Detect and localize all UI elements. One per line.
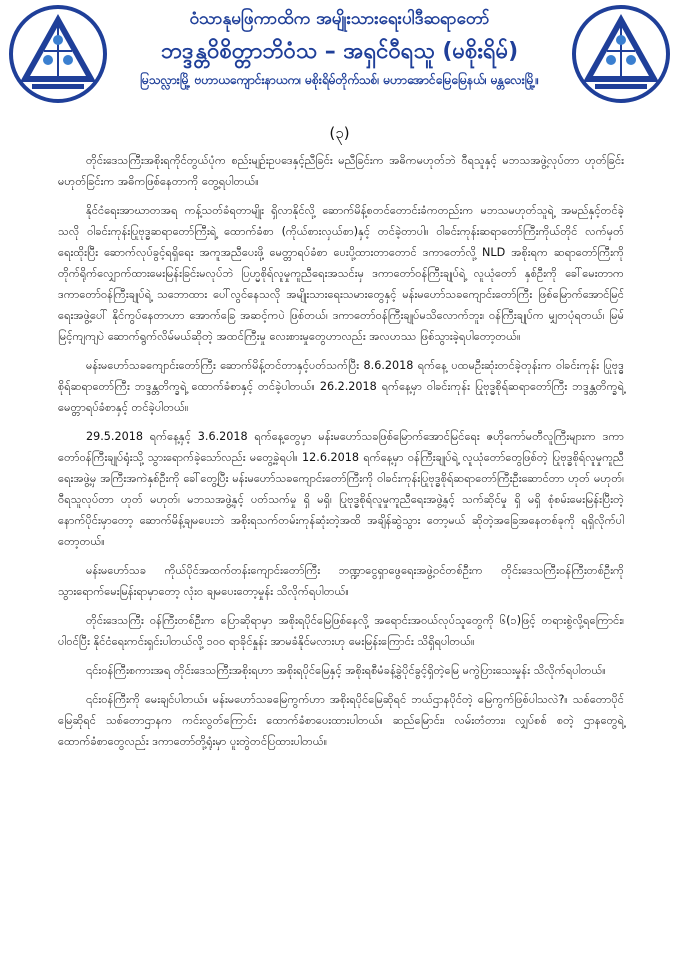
paragraph: မန်းမဟော်သခ ကိုယ်ပိုင်အထက်တန်းကျောင်းတော်ကြီး ဘဏ္ဍာငွေရှာဖွေရေးအဖွဲ့ဝင်တစ်ဦးက တိုင်းဒေသကြီးဝန်ကြီးတစ်ဦးကို သွားရောက်မေးမြန်းရာမှာတော့ လုံးဝ ချမပေးတော့မှုန်း သိလိုက်ရပါတယ်။ xyxy=(58,564,624,598)
letter-body xyxy=(58,150,624,760)
paragraph: ၎င်းဝန်ကြီးစကားအရ တိုင်းဒေသကြီးအစိုးရဟာ အစိုးရပိုင်မြေနှင့် အစိုးရစီမံခန့်ခွဲပိုင်ခွင့်ရှိတဲ့မြေ မကွဲပြားသေးမှုန်း သိလိုက်ရပါတယ်။ xyxy=(86,664,606,677)
letterhead xyxy=(0,0,679,112)
paragraph: တိုင်းဒေသကြီးအစိုးရကိုင်တွယ်ပုံက စည်းမျဉ်းဥပဒေနှင့်ညီခြင်း မညီခြင်းက အဓိကမဟုတ်ဘဲ ဝီရသူနှင့် မဘသအဖွဲ့လုပ်တာ ဟုတ်ခြင်း မဟုတ်ခြင်းက အဓိကဖြစ်နေတာကို တွေ့ရပါတယ်။ xyxy=(58,154,624,188)
paragraph: မန်းမဟော်သခကျောင်းတော်ကြီး ဆောက်မိန့်တင်တာနှင့်ပတ်သက်ပြီး 8.6.2018 ရက်နေ့ ပထမဦးဆုံးတင်ခဲ့တုန်းက ဝါခင်းကုန်း ပြုဗုဒ္ဓစိုရ်ဆရာတော်ကြီး ဘဒ္ဒန္တတိက္ခရဲ့ ထောက်ခံစာနှင့် တင်ခဲ့ပါတယ်။ 26.2.2018 ရက်နေ့မှာ ဝါခင်းကုန်း ပြုဗုဒ္ဓစိုရ်ဆရာတော်ကြီး ဘဒ္ဒန္တတိက္ခရဲ့ မေတ္တာရပ်ခံစာနှင့် တင်ခဲ့ပါတယ်။ xyxy=(58,359,624,414)
paragraph: နိုင်ငံရေးအာဃာတအရ ကန့်သတ်ခံရတာမျိုး ရှိလာနိုင်လို့ ဆောက်မိန့်စတင်တောင်းခံကတည်းက မဘသမဟုတ်သူရဲ့ အမည်နှင့်တင်ခဲ့သလို ဝါခင်းကုန်းပြုဗုဒ္ဓဆရာတော်ကြီးရဲ့ ထောက်ခံစာ (ကိုယ်စားလှယ်စာ)နှင့် တင်ခဲ့တာပါ။ ဝါခင်းကုန်းဆရာတော်ကြီးကိုယ်တိုင် လက်မှတ်ရေးထိုးပြီး ဆောက်လုပ်ခွင့်ရရှိရေး အကူအညီပေးဖို့ မေတ္တာရပ်ခံစာ ပေးပို့ထားတာတောင် ဒကာတော်လို့ NLD အစိုးရက ဆရာတော်ကြီးကို တိုက်ရိုက်လျှောက်ထားမေးမြန်းခြင်းမလုပ်ဘဲ ပြဟ္မစိုရ်လူမှုကူညီရေးအသင်းမှ ဒကာတော်ဝန်ကြီးချုပ်ရဲ့ လူယုံတော် နှစ်ဦးကို ခေါ်မေးတာက ဒကာတော်ဝန်ကြီးချုပ်ရဲ့ သဘောထား ပေါ်လွင်နေသလို အမျိုးသားရေးသမားတွေနှင့် မန်းမဟော်သခကျောင်းတော်ကြီး ဖြစ်မြောက်အောင်မြင်ရေးအဖွဲ့ပေါ် နိုင်ကွပ်နေတာဟာ အောက်ခြေ အဆင့်ကပဲ ဖြစ်တယ်၊ ဒကာတော်ဝန်ကြီးချုပ်မသိလောက်ဘူး၊ ဝန်ကြီးချုပ်က မျှတပုံရတယ်၊ မြမ်မြင့်ကျကျပဲ ဆောက်ရွက်လိမ်မယ်ဆိုတဲ့ အထင်ကြီးမှု လေးစားမှုတွေဟာလည်း အလဟဿ ဖြစ်သွားခဲ့ရပါတော့တယ်။ xyxy=(58,204,624,343)
paragraph: 29.5.2018 ရက်နေ့နှင့် 3.6.2018 ရက်နေ့တွေမှာ မန်းမဟော်သခဖြစ်မြောက်အောင်မြင်ရေး ဇဟိုကော်မတီလူကြီးများက ဒကာတော်ဝန်ကြီးချုပ်ရုံးသို့ သွားရောက်ခဲ့သော်လည်း မတွေ့ခဲ့ရပါ။ 12.6.2018 ရက်နေ့မှာ ဝန်ကြီးချုပ်ရဲ့ လူယုံတော်တွေဖြစ်တဲ့ ပြုဗုဒ္ဓစိုရ်လူမှုကူညီရေးအဖွဲ့မှ အကြီးအကဲနှစ်ဦးကို ခေါ်တွေ့ပြီး မန်းမဟော်သခကျောင်းတော်ကြီးကို ဝါခင်းကုန်းပြုဗုဒ္ဓစိုရ်ဆရာတော်ကြီးဦးဆောင်တာ ဟုတ် မဟုတ်၊ ဝီရသူလုပ်တာ ဟုတ် မဟုတ်၊ မဘသအဖွဲ့နှင့် ပတ်သက်မှု ရှိ မရှိ၊ ပြုဗုဒ္ဓစိုရ်လူမှုကူညီရေးအဖွဲ့နှင့် သက်ဆိုင်မှု ရှိ မရှိ စုံစမ်းမေးမြန်းပြီးတဲ့နောက်ပိုင်းမှာတော့ ဆောက်မိန့်ချမပေးဘဲ အစိုးရသက်တမ်းကုန်ဆုံးတဲ့အထိ အချိန်ဆွဲသွား တော့မယ် ဆိုတဲ့အခြေအနေတစ်ခုကို ရရှိလိုက်ပါတော့တယ်။ xyxy=(58,430,624,548)
sayadaw-name-title: ဘဒ္ဒန္တဝိစိတ္တာဘိဝံသ – အရှင်ဝီရသူ (မစိုးရိမ်) xyxy=(160,39,519,64)
pagoda-globe-emblem-icon xyxy=(8,4,108,104)
paragraph: တိုင်းဒေသကြီး ဝန်ကြီးတစ်ဦးက ပြောဆိုရာမှာ အစိုးရပိုင်မြေဖြစ်နေလို့ အရောင်းအဝယ်လုပ်သူတွေကို ၆(၁)ဖြင့် တရားစွဲလို့ရကြောင်း၊ ပါဝင်ပြီး နိုင်ငံရေးကင်းရှင်းပါတယ်လို့ ၁၀၀ ရာခိုင်နှုန်း အာမခံနိုင်မလားဟု မေးမြန်းကြောင်း သိရှိရပါတယ်။ xyxy=(58,614,624,648)
page-number: (၃) xyxy=(329,124,350,142)
monastery-address: မြသလ္လားမြို့ ဗဟာယကျောင်းနာယက၊ မစိုးရိမ်တိုက်သစ်၊ မဟာအောင်မြေမြေနယ်၊ မန္တလေးမြို့။ xyxy=(139,73,540,87)
organization-name: ဝံသာနုမဖြကာထိက အမျိုးသားရေးပါဒီဆရာတော် xyxy=(189,9,490,29)
pagoda-globe-emblem-icon xyxy=(571,4,671,104)
paragraph: ၎င်းဝန်ကြီးကို မေးချင်ပါတယ်။ မန်းမဟော်သခမြေကွက်ဟာ အစိုးရပိုင်မြေဆိုရင် ဘယ်ဌာနပိုင်တဲ့ မြေကွက်ဖြစ်ပါသလဲ?။ သစ်တောပိုင်မြေဆိုရင် သစ်တောဌာနက ကင်းလွတ်ကြောင်း ထောက်ခံစာပေးထားပါတယ်။ ဆည်မြောင်း၊ လမ်းတံတား၊ လျှပ်စစ် စတဲ့ ဌာနတွေရဲ့ ထောက်ခံစာတွေလည်း ဒကာတော်တို့ရုံးမှာ ပူးတွဲတင်ပြထားပါတယ်။ xyxy=(58,693,624,748)
